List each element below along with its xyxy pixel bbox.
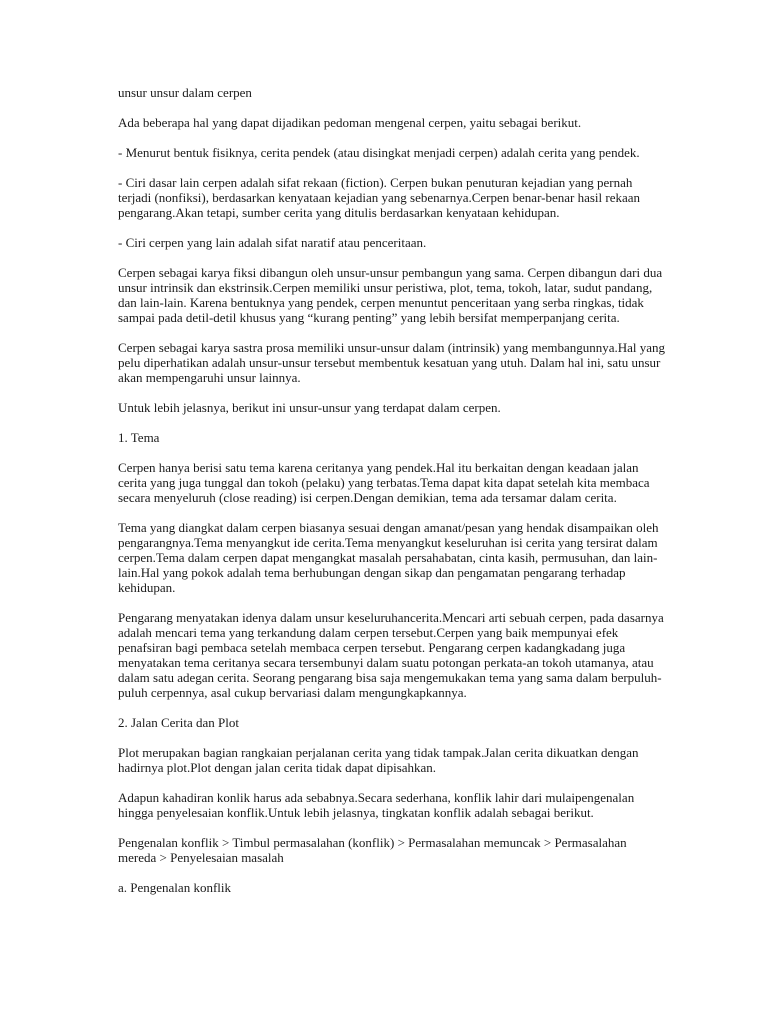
document-title: unsur unsur dalam cerpen	[118, 85, 252, 100]
paragraph-narrative-trait: - Ciri cerpen yang lain adalah sifat naratif atau penceritaan.	[118, 235, 427, 250]
paragraph-tema-1: Cerpen hanya berisi satu tema karena ceritanya yang pendek.Hal itu berkaitan dengan keadaan jalan cerita yang juga tunggal dan tokoh (pelaku) yang terbatas.Tema dapat kita dapat setelah kita membaca secara menyeluruh (close reading) isi cerpen.Dengan demikian, tema ada tersamar dalam cerita.	[118, 460, 650, 505]
paragraph-intro: Ada beberapa hal yang dapat dijadikan pedoman mengenal cerpen, yaitu sebagai berikut.	[118, 115, 582, 130]
paragraph-elements-intro: Untuk lebih jelasnya, berikut ini unsur-unsur yang terdapat dalam cerpen.	[118, 400, 501, 415]
paragraph-plot-1: Plot merupakan bagian rangkaian perjalanan cerita yang tidak tampak.Jalan cerita dikuatkan dengan hadirnya plot.Plot dengan jalan cerita tidak dapat dipisahkan.	[118, 745, 639, 775]
paragraph-intrinsic-elements: Cerpen sebagai karya sastra prosa memiliki unsur-unsur dalam (intrinsik) yang membangunnya.Hal yang pelu diperhatikan adalah unsur-unsur tersebut membentuk kesatuan yang utuh. Dalam hal ini, satu unsur akan mempengaruhi unsur lainnya.	[118, 340, 666, 385]
paragraph-plot-2: Adapun kahadiran konlik harus ada sebabnya.Secara sederhana, konflik lahir dari mulaipengenalan hingga penyelesaian konflik.Untuk lebih jelasnya, tingkatan konflik adalah sebagai berikut.	[118, 790, 635, 820]
paragraph-tema-2: Tema yang diangkat dalam cerpen biasanya sesuai dengan amanat/pesan yang hendak disampaikan oleh pengarangnya.Tema menyangkut ide cerita.Tema menyangkut keseluruhan isi cerita yang tersirat dalam cerpen.Tema dalam cerpen dapat mengangkat masalah persahabatan, cinta kasih, permusuhan, dan lain-lain.Hal yang pokok adalah tema berhubungan dengan sikap dan pengamatan pengarang terhadap kehidupan.	[118, 520, 659, 595]
subsection-heading-pengenalan-konflik: a. Pengenalan konflik	[118, 880, 231, 895]
section-heading-tema: 1. Tema	[118, 430, 160, 445]
section-heading-plot: 2. Jalan Cerita dan Plot	[118, 715, 239, 730]
paragraph-conflict-stages: Pengenalan konflik > Timbul permasalahan (konflik) > Permasalahan memuncak > Permasalahan mereda > Penyelesaian masalah	[118, 835, 627, 865]
paragraph-fiction-trait: - Ciri dasar lain cerpen adalah sifat rekaan (fiction). Cerpen bukan penuturan kejadian yang pernah terjadi (nonfiksi), berdasarkan kenyataan kejadian yang sebenarnya.Cerpen benar-benar hasil rekaan pengarang.Akan tetapi, sumber cerita yang ditulis berdasarkan kenyataan kehidupan.	[118, 175, 641, 220]
paragraph-building-elements: Cerpen sebagai karya fiksi dibangun oleh unsur-unsur pembangun yang sama. Cerpen dibangun dari dua unsur intrinsik dan ekstrinsik.Cerpen memiliki unsur peristiwa, plot, tema, tokoh, latar, sudut pandang, dan lain-lain. Karena bentuknya yang pendek, cerpen menuntut penceritaan yang serba ringkas, tidak sampai pada detil-detil khusus yang “kurang penting” yang lebih bersifat memperpanjang cerita.	[118, 265, 663, 325]
paragraph-physical-form: - Menurut bentuk fisiknya, cerita pendek (atau disingkat menjadi cerpen) adalah cerita yang pendek.	[118, 145, 640, 160]
paragraph-tema-3: Pengarang menyatakan idenya dalam unsur keseluruhancerita.Mencari arti sebuah cerpen, pada dasarnya adalah mencari tema yang terkandung dalam cerpen tersebut.Cerpen yang baik mempunyai efek penafsiran bagi pembaca setelah membaca cerpen tersebut. Pengarang cerpen kadangkadang juga menyatakan tema ceritanya secara tersembunyi dalam suatu potongan perkata-an tokoh utamanya, atau dalam satu adegan cerita. Seorang pengarang bisa saja mengemukakan tema yang sama dalam berpuluh-puluh cerpennya, asal cukup bervariasi dalam mengungkapkannya.	[118, 610, 664, 700]
